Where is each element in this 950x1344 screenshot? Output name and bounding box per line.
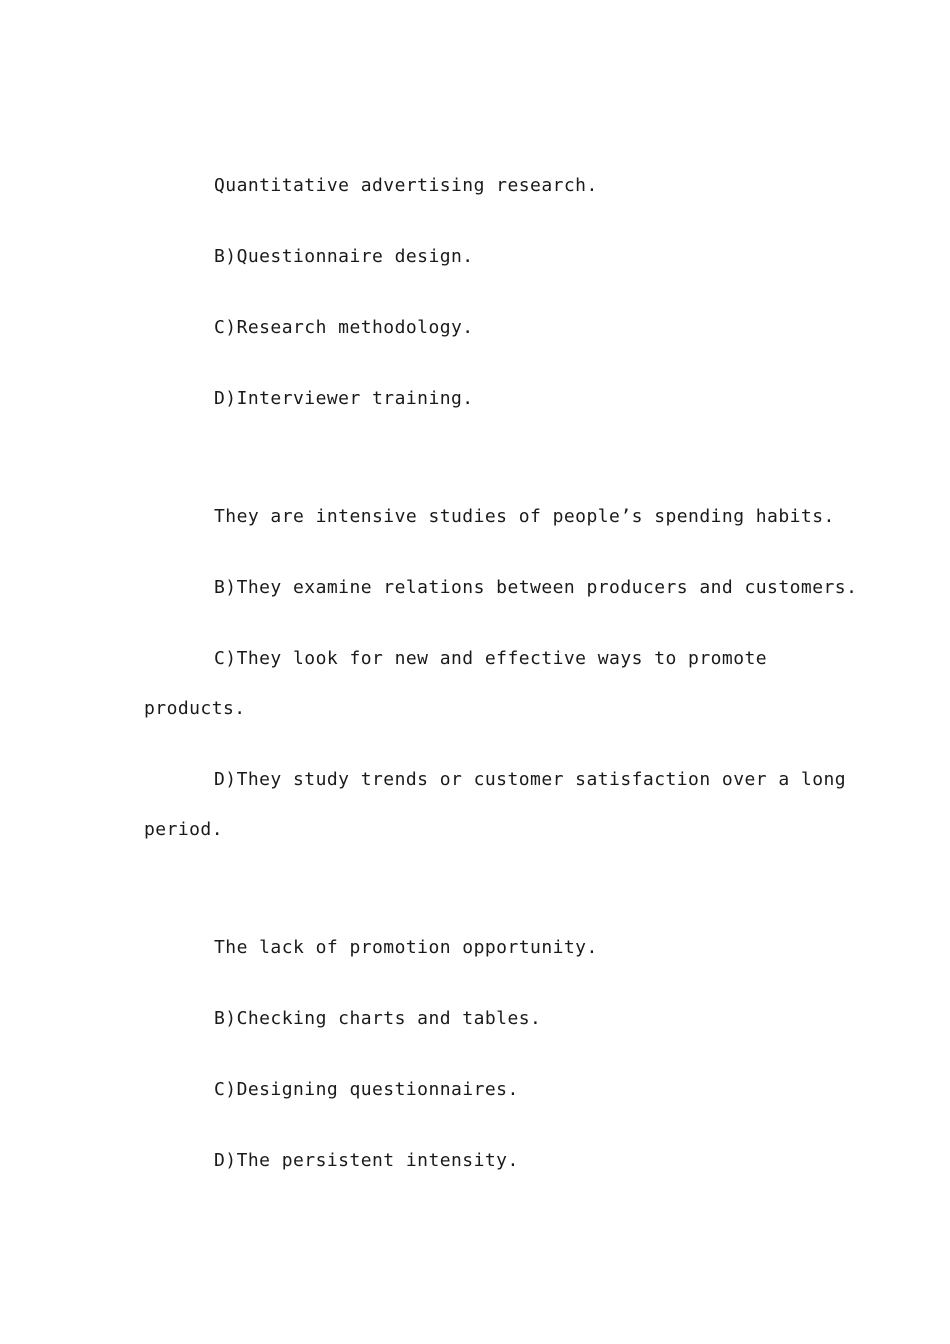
q2-option-d-line2: period. — [144, 819, 224, 840]
q3-option-d: D)The persistent intensity. — [214, 1150, 519, 1171]
q2-option-b: B)They examine relations between producers and customers. — [214, 577, 858, 598]
q2-option-c-line2: products. — [144, 698, 246, 719]
q2-option-c-line1: C)They look for new and effective ways to promote — [214, 648, 768, 669]
q2-option-d-line1: D)They study trends or customer satisfaction over a long — [214, 769, 847, 790]
q1-option-c: C)Research methodology. — [214, 317, 474, 338]
q1-option-d: D)Interviewer training. — [214, 388, 474, 409]
q3-option-c: C)Designing questionnaires. — [214, 1079, 519, 1100]
q3-option-a: The lack of promotion opportunity. — [214, 937, 598, 958]
q1-option-a: Quantitative advertising research. — [214, 175, 598, 196]
q1-option-b: B)Questionnaire design. — [214, 246, 474, 267]
q3-option-b: B)Checking charts and tables. — [214, 1008, 542, 1029]
q2-option-a: They are intensive studies of people’s spending habits. — [214, 506, 835, 527]
